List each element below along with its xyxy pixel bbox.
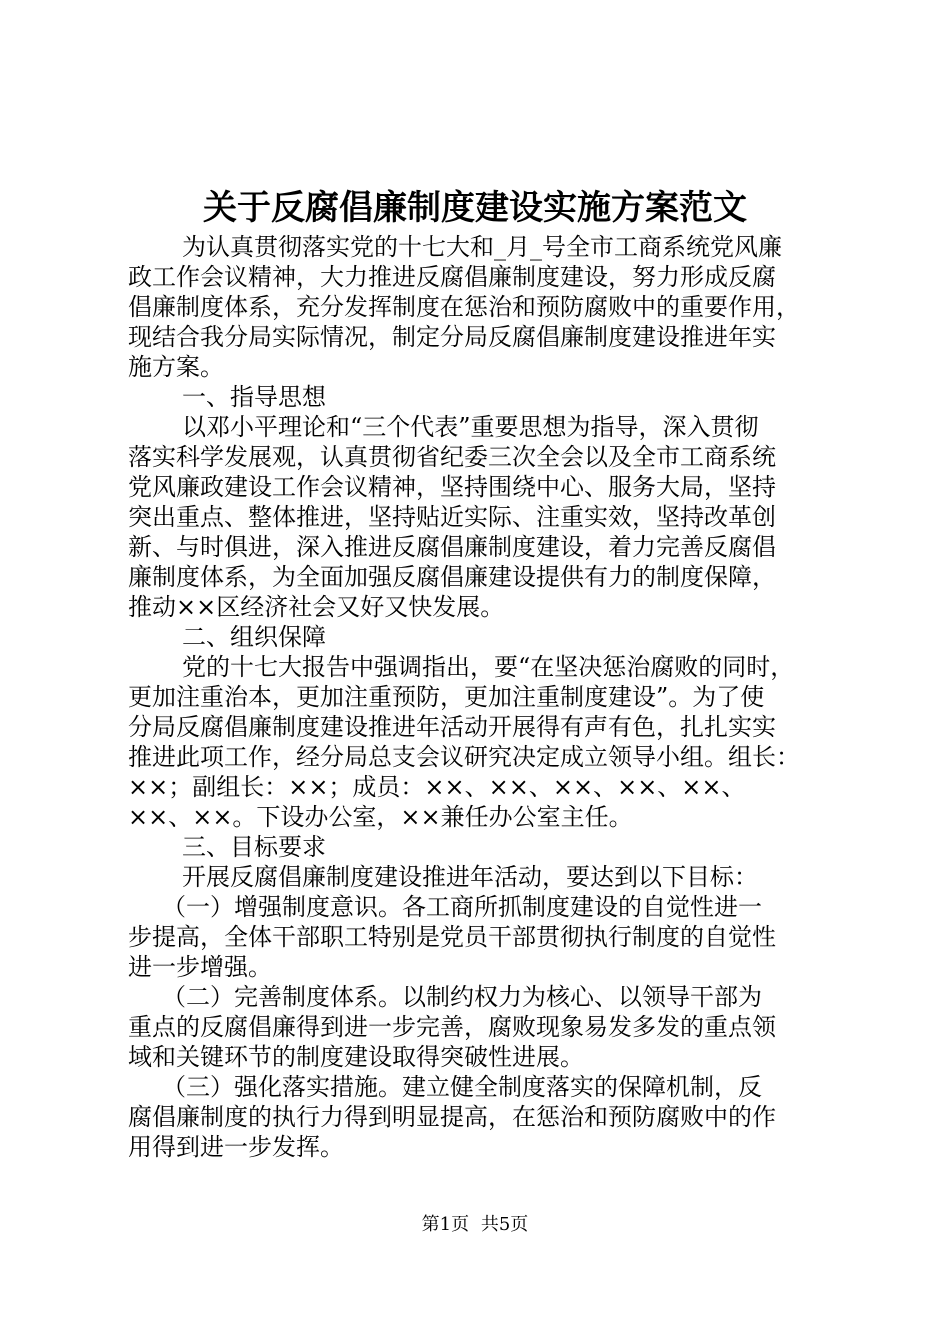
- page-number: 第1页: [421, 1214, 470, 1235]
- paragraph-line: 党的十七大报告中强调指出，要“在坚决惩治腐败的同时，: [182, 653, 795, 681]
- paragraph-line: 突出重点、整体推进，坚持贴近实际、注重实效，坚持改革创: [128, 503, 776, 531]
- paragraph-line: 倡廉制度体系，充分发挥制度在惩治和预防腐败中的重要作用，: [128, 293, 800, 321]
- paragraph-line: 以邓小平理论和“三个代表”重要思想为指导，深入贯彻: [182, 413, 759, 441]
- paragraph-line: 域和关键环节的制度建设取得突破性进展。: [128, 1043, 584, 1071]
- paragraph-line: 用得到进一步发挥。: [128, 1133, 344, 1161]
- paragraph-line: 二、组织保障: [182, 623, 326, 651]
- document-title: 关于反腐倡廉制度建设实施方案范文: [203, 188, 747, 228]
- paragraph-line: 为认真贯彻落实党的十七大和_月_号全市工商系统党风廉: [182, 233, 782, 261]
- paragraph-line: 施方案。: [128, 353, 224, 381]
- paragraph-line: 新、与时俱进，深入推进反腐倡廉制度建设，着力完善反腐倡: [128, 533, 776, 561]
- page-total: 共5页: [480, 1214, 529, 1235]
- paragraph-line: ××；副组长：××；成员：××、××、××、××、××、: [128, 773, 746, 801]
- paragraph-line: 三、目标要求: [182, 833, 326, 861]
- paragraph-line: 现结合我分局实际情况，制定分局反腐倡廉制度建设推进年实: [128, 323, 776, 351]
- paragraph-line: 更加注重治本，更加注重预防，更加注重制度建设”。为了使: [128, 683, 765, 711]
- paragraph-line: 党风廉政建设工作会议精神，坚持围绕中心、服务大局，坚持: [128, 473, 776, 501]
- paragraph-line: 开展反腐倡廉制度建设推进年活动，要达到以下目标：: [182, 863, 758, 891]
- paragraph-line: 步提高，全体干部职工特别是党员干部贯彻执行制度的自觉性: [128, 923, 776, 951]
- paragraph-line: （二）完善制度体系。以制约权力为核心、以领导干部为: [162, 983, 762, 1011]
- document-body: [128, 232, 828, 1162]
- paragraph-line: （三）强化落实措施。建立健全制度落实的保障机制，反: [162, 1073, 762, 1101]
- page-footer: [0, 1213, 950, 1237]
- paragraph-line: 推进此项工作，经分局总支会议研究决定成立领导小组。组长：: [128, 743, 800, 771]
- paragraph-line: 廉制度体系，为全面加强反腐倡廉建设提供有力的制度保障，: [128, 563, 776, 591]
- paragraph-line: 重点的反腐倡廉得到进一步完善，腐败现象易发多发的重点领: [128, 1013, 776, 1041]
- paragraph-line: 落实科学发展观，认真贯彻省纪委三次全会以及全市工商系统: [128, 443, 776, 471]
- paragraph-line: 进一步增强。: [128, 953, 272, 981]
- paragraph-line: 腐倡廉制度的执行力得到明显提高，在惩治和预防腐败中的作: [128, 1103, 776, 1131]
- paragraph-line: 推动××区经济社会又好又快发展。: [128, 593, 505, 621]
- paragraph-line: 一、指导思想: [182, 383, 326, 411]
- paragraph-line: 政工作会议精神，大力推进反腐倡廉制度建设，努力形成反腐: [128, 263, 776, 291]
- paragraph-line: ××、××。下设办公室，××兼任办公室主任。: [128, 803, 633, 831]
- paragraph-line: （一）增强制度意识。各工商所抓制度建设的自觉性进一: [162, 893, 762, 921]
- paragraph-line: 分局反腐倡廉制度建设推进年活动开展得有声有色，扎扎实实: [128, 713, 776, 741]
